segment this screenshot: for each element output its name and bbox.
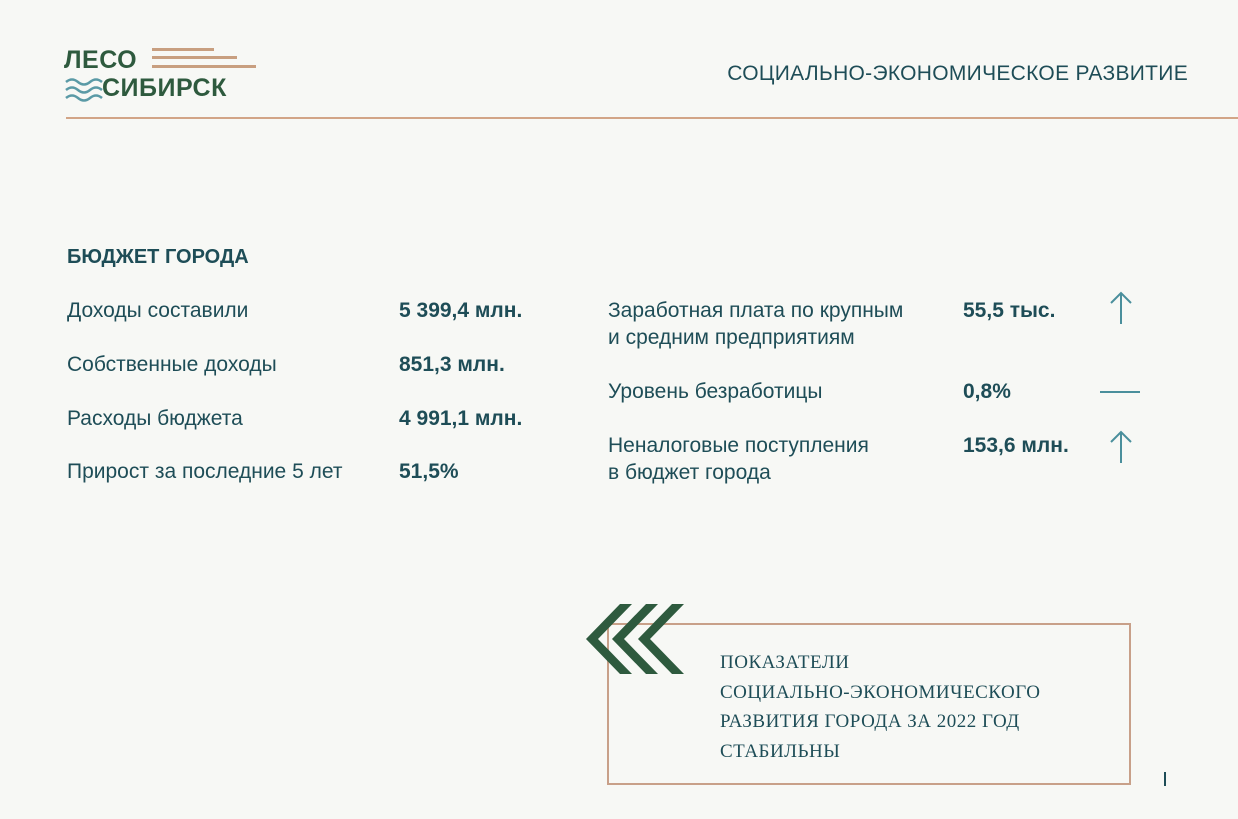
indicator-label-salary (608, 297, 903, 351)
header-divider (66, 117, 1238, 119)
budget-value-own-income: 851,3 млн. (399, 353, 505, 376)
page-marker (1164, 772, 1166, 786)
indicator-label-salary-line1: Заработная плата по крупным (608, 299, 904, 322)
budget-section-title: БЮДЖЕТ ГОРОДА (67, 246, 249, 268)
callout-line: ПОКАЗАТЕЛИ (720, 652, 850, 673)
indicator-value-salary: 55,5 тыс. (963, 299, 1056, 322)
indicator-label-salary-line2: и средним предприятиям (608, 326, 855, 349)
indicator-label-unemployment (608, 378, 822, 405)
callout-text (720, 648, 1040, 766)
callout-line: СТАБИЛЬНЫ (720, 740, 841, 762)
callout-line: РАЗВИТИЯ ГОРОДА ЗА 2022 ГОД (720, 711, 1020, 732)
dash-icon (1100, 389, 1140, 395)
callout-line: СОЦИАЛЬНО-ЭКОНОМИЧЕСКОГО (720, 681, 1041, 703)
indicator-label-nontax-line1: Неналоговые поступления (608, 434, 869, 457)
indicator-label-nontax (608, 432, 869, 486)
logo-text-line2: СИБИРСК (102, 74, 227, 102)
budget-label-income: Доходы составили (67, 299, 249, 322)
indicator-label-nontax-line2: в бюджет города (608, 461, 771, 484)
budget-label-growth: Прирост за последние 5 лет (67, 460, 343, 483)
budget-value-growth: 51,5% (399, 460, 459, 483)
indicator-value-unemployment: 0,8% (963, 380, 1011, 403)
budget-value-income: 5 399,4 млн. (399, 299, 523, 322)
budget-label-expenses: Расходы бюджета (67, 407, 243, 430)
up-arrow-icon (1110, 290, 1132, 326)
budget-value-expenses: 4 991,1 млн. (399, 407, 523, 430)
budget-label-own-income: Собственные доходы (67, 353, 277, 376)
up-arrow-icon (1110, 429, 1132, 465)
indicator-label-unemployment-line1: Уровень безработицы (608, 380, 823, 403)
chevrons-left-icon (586, 604, 686, 676)
city-logo (64, 46, 264, 104)
page-title: СОЦИАЛЬНО-ЭКОНОМИЧЕСКОЕ РАЗВИТИЕ (727, 62, 1188, 85)
logo-text-line1: ЛЕСО (64, 46, 138, 74)
indicator-value-nontax: 153,6 млн. (963, 434, 1069, 457)
